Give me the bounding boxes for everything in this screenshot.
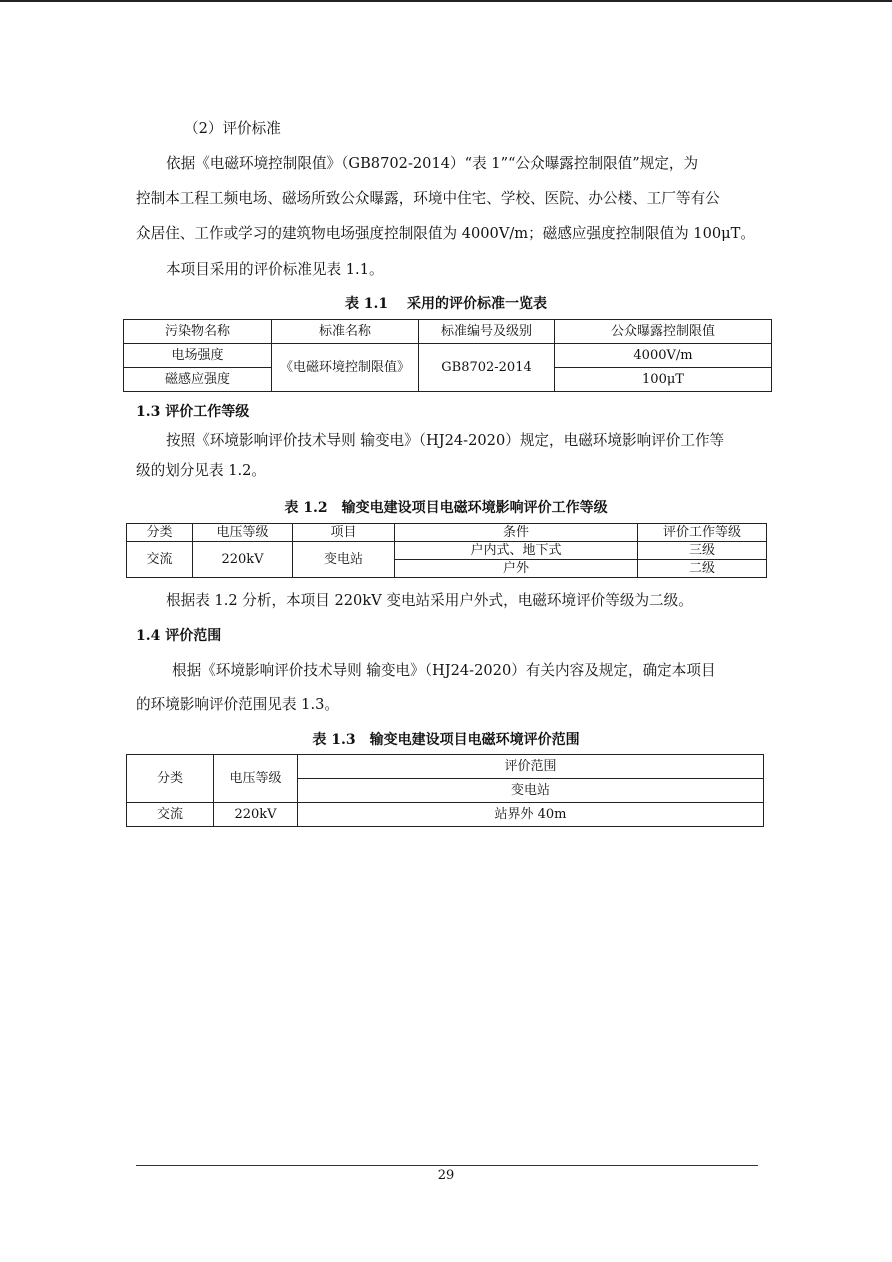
table-header-cell: 评价工作等级 xyxy=(638,524,767,542)
table-header-cell: 分类 xyxy=(127,524,193,542)
section-heading: 1.3 评价工作等级 xyxy=(136,404,250,420)
table-cell: 户外 xyxy=(395,560,638,578)
table-cell: 交流 xyxy=(127,542,193,578)
table-header-cell: 标准名称 xyxy=(272,320,419,344)
paragraph-line: 本项目采用的评价标准见表 1.1。 xyxy=(166,261,384,278)
paragraph-line: 控制本工程工频电场、磁场所致公众曝露，环境中住宅、学校、医院、办公楼、工厂等有公 xyxy=(136,190,720,207)
paragraph-line: 依据《电磁环境控制限值》（GB8702-2014）“表 1”“公众曝露控制限值”规定，为 xyxy=(166,155,699,172)
table-cell: 三级 xyxy=(638,542,767,560)
table-caption: 表 1.1 采用的评价标准一览表 xyxy=(344,296,548,312)
table-header-cell: 公众曝露控制限值 xyxy=(555,320,772,344)
table-header-cell: 标准编号及级别 xyxy=(419,320,555,344)
paragraph-line: 根据《环境影响评价技术导则 输变电》（HJ24-2020）有关内容及规定，确定本项目 xyxy=(172,662,716,679)
table-cell: 站界外 40m xyxy=(298,803,764,827)
paragraph-line: 按照《环境影响评价技术导则 输变电》（HJ24-2020）规定，电磁环境影响评价工作等 xyxy=(166,432,725,449)
table-header-cell: 评价范围 xyxy=(298,755,764,779)
table-cell: 220kV xyxy=(193,542,293,578)
table-header-cell: 电压等级 xyxy=(193,524,293,542)
section-title: （2）评价标准 xyxy=(184,120,281,137)
page-number: 29 xyxy=(437,1168,455,1183)
table-header-cell: 条件 xyxy=(395,524,638,542)
table-caption: 表 1.2 输变电建设项目电磁环境影响评价工作等级 xyxy=(284,500,608,516)
table-header-cell: 变电站 xyxy=(298,779,764,803)
table-cell: 220kV xyxy=(214,803,298,827)
table-cell: 户内式、地下式 xyxy=(395,542,638,560)
table-cell: 二级 xyxy=(638,560,767,578)
paragraph-line: 的环境影响评价范围见表 1.3。 xyxy=(136,696,339,713)
paragraph-line: 级的划分见表 1.2。 xyxy=(136,462,267,479)
paragraph-line: 根据表 1.2 分析，本项目 220kV 变电站采用户外式，电磁环境评价等级为二级。 xyxy=(166,592,693,609)
table-caption: 表 1.3 输变电建设项目电磁环境评价范围 xyxy=(312,732,580,748)
table-cell: 100μT xyxy=(555,368,772,392)
table-cell: 电场强度 xyxy=(124,344,272,368)
table-cell: GB8702-2014 xyxy=(419,344,555,392)
top-border xyxy=(0,0,892,2)
scope-table xyxy=(126,754,764,827)
standards-table xyxy=(123,319,772,392)
table-cell: 变电站 xyxy=(293,542,395,578)
table-header-cell: 污染物名称 xyxy=(124,320,272,344)
grade-table xyxy=(126,523,767,578)
table-header-cell: 项目 xyxy=(293,524,395,542)
table-header-cell: 电压等级 xyxy=(214,755,298,803)
paragraph-line: 众居住、工作或学习的建筑物电场强度控制限值为 4000V/m；磁感应强度控制限值为 100μT。 xyxy=(136,225,755,242)
table-cell: 磁感应强度 xyxy=(124,368,272,392)
table-header-cell: 分类 xyxy=(127,755,214,803)
section-heading: 1.4 评价范围 xyxy=(136,628,222,644)
table-cell: 4000V/m xyxy=(555,344,772,368)
table-cell: 《电磁环境控制限值》 xyxy=(272,344,419,392)
footer-divider xyxy=(136,1165,758,1166)
table-cell: 交流 xyxy=(127,803,214,827)
